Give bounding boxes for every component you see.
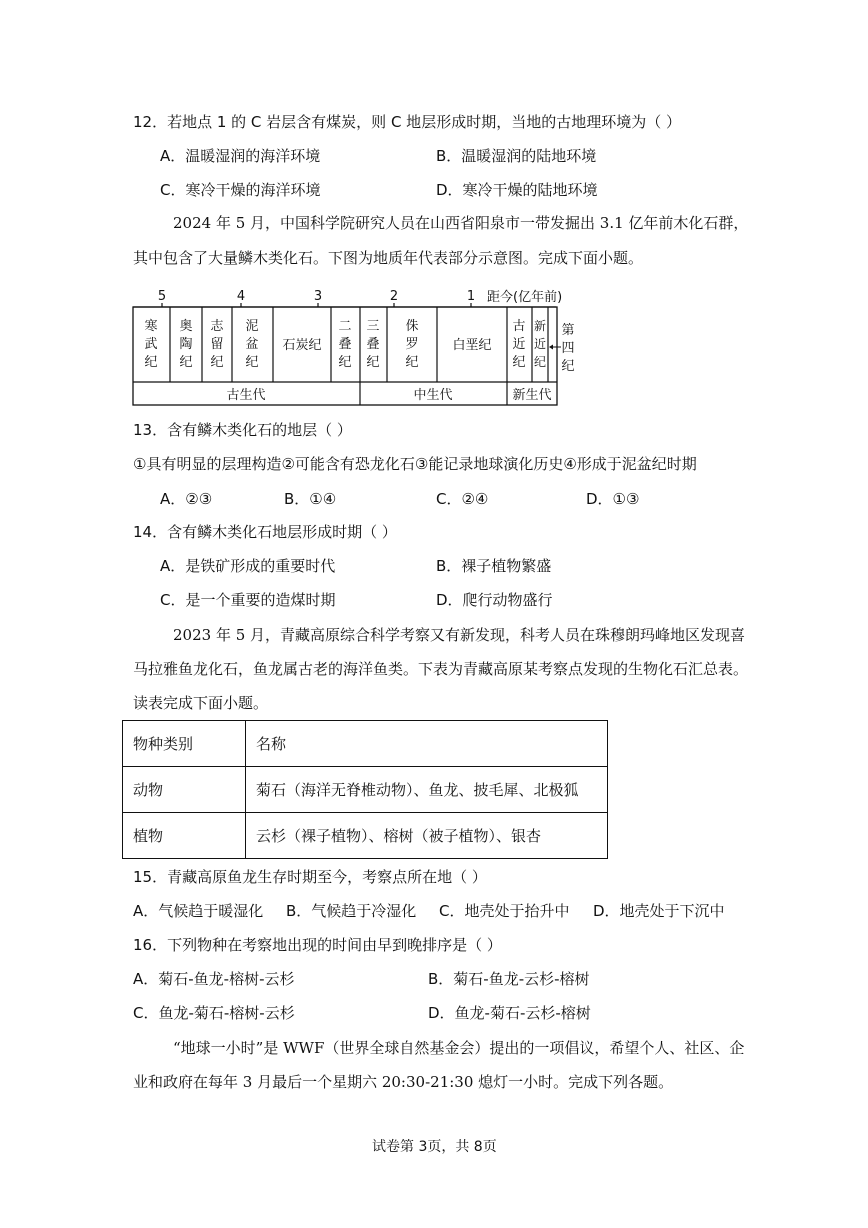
tick-label-2: 2 [389, 289, 399, 304]
header-name: 名称 [246, 721, 608, 767]
q13-statements: ①具有明显的层理构造②可能含有恐龙化石③能记录地球演化历史④形成于泥盆纪时期 [133, 455, 697, 473]
table-header-row [123, 721, 608, 767]
period-devonian: 泥盆纪 [245, 319, 259, 370]
intro3-line1: “地球一小时”是 WWF（世界全球自然基金会）提出的一项倡议，希望个人、社区、企 [173, 1039, 745, 1057]
table-row [123, 813, 608, 859]
q12-option-b: B．温暖湿润的陆地环境 [436, 147, 597, 165]
q15-option-b: B．气候趋于冷湿化 [286, 902, 417, 920]
intro3-line2: 业和政府在每年 3 月最后一个星期六 20:30-21:30 熄灯一小时。完成下列各题。 [133, 1073, 674, 1091]
intro2-line1: 2023 年 5 月，青藏高原综合科学考察又有新发现，科考人员在珠穆朗玛峰地区发现喜 [173, 626, 746, 644]
q16-option-d: D．鱼龙-菊石-云杉-榕树 [428, 1004, 591, 1022]
q13-stem: 13．含有鳞木类化石的地层（ ） [133, 421, 352, 439]
q12-stem: 12．若地点 1 的 C 岩层含有煤炭，则 C 地层形成时期，当地的古地理环境为（ ） [133, 113, 681, 131]
row-plant-category: 植物 [123, 813, 246, 859]
q12-option-c: C．寒冷干燥的海洋环境 [160, 181, 321, 199]
row-plant-names: 云杉（裸子植物）、榕树（被子植物）、银杏 [246, 813, 608, 859]
q14-option-b: B．裸子植物繁盛 [436, 557, 552, 575]
tick-label-5: 5 [157, 289, 167, 304]
q12-option-a: A．温暖湿润的海洋环境 [160, 147, 321, 165]
q15-stem: 15．青藏高原鱼龙生存时期至今，考察点所在地（ ） [133, 868, 487, 886]
q14-option-c: C．是一个重要的造煤时期 [160, 591, 336, 609]
tick-label-1: 1 [466, 289, 476, 304]
fossil-table [122, 720, 608, 859]
q16-option-a: A．菊石-鱼龙-榕树-云杉 [133, 970, 295, 988]
intro2-line3: 读表完成下面小题。 [133, 694, 269, 712]
period-silurian: 志留纪 [210, 319, 224, 370]
page-footer: 试卷第 3页，共 8页 [372, 1139, 497, 1155]
row-animal-category: 动物 [123, 767, 246, 813]
period-ordovician: 奥陶纪 [179, 319, 193, 370]
q15-option-c: C．地壳处于抬升中 [439, 902, 570, 920]
q14-option-a: A．是铁矿形成的重要时代 [160, 557, 336, 575]
intro1-line2: 其中包含了大量鳞木类化石。下图为地质年代表部分示意图。完成下面小题。 [133, 249, 644, 267]
period-carboniferous: 石炭纪 [282, 338, 322, 353]
period-quaternary: 第四纪 [561, 323, 575, 374]
q13-option-c: C．②④ [436, 490, 489, 508]
header-category: 物种类别 [123, 721, 246, 767]
intro1-line1: 2024 年 5 月，中国科学院研究人员在山西省阳泉市一带发掘出 3.1 亿年前木化石群， [173, 214, 749, 232]
tick-label-4: 4 [236, 289, 246, 304]
era-mesozoic: 中生代 [413, 388, 453, 403]
period-cambrian: 寒武纪 [144, 319, 158, 370]
q15-option-d: D．地壳处于下沉中 [593, 902, 725, 920]
q16-option-c: C．鱼龙-菊石-榕树-云杉 [133, 1004, 295, 1022]
q14-option-d: D．爬行动物盛行 [436, 591, 553, 609]
q12-option-d: D．寒冷干燥的陆地环境 [436, 181, 598, 199]
tick-label-3: 3 [313, 289, 323, 304]
period-jurassic: 侏罗纪 [405, 319, 419, 370]
era-cenozoic: 新生代 [512, 388, 552, 403]
q15-option-a: A．气候趋于暖湿化 [133, 902, 264, 920]
intro2-line2: 马拉雅鱼龙化石，鱼龙属古老的海洋鱼类。下表为青藏高原某考察点发现的生物化石汇总表。 [133, 660, 749, 678]
row-animal-names: 菊石（海洋无脊椎动物）、鱼龙、披毛犀、北极狐 [246, 767, 608, 813]
period-paleogene: 古近纪 [512, 319, 526, 370]
q16-stem: 16．下列物种在考察地出现的时间由早到晚排序是（ ） [133, 936, 502, 954]
q13-option-b: B．①④ [284, 490, 337, 508]
axis-label: 距今(亿年前) [487, 290, 563, 305]
period-neogene: 新近纪 [533, 319, 547, 369]
era-paleozoic: 古生代 [226, 388, 266, 403]
table-row [123, 767, 608, 813]
period-triassic: 三叠纪 [366, 319, 380, 370]
geologic-timeline [0, 283, 868, 413]
q13-option-d: D．①③ [586, 490, 640, 508]
q13-option-a: A．②③ [160, 490, 213, 508]
period-cretaceous: 白垩纪 [452, 338, 492, 353]
period-permian: 二叠纪 [338, 319, 352, 370]
q16-option-b: B．菊石-鱼龙-云杉-榕树 [428, 970, 590, 988]
q14-stem: 14．含有鳞木类化石地层形成时期（ ） [133, 523, 397, 541]
